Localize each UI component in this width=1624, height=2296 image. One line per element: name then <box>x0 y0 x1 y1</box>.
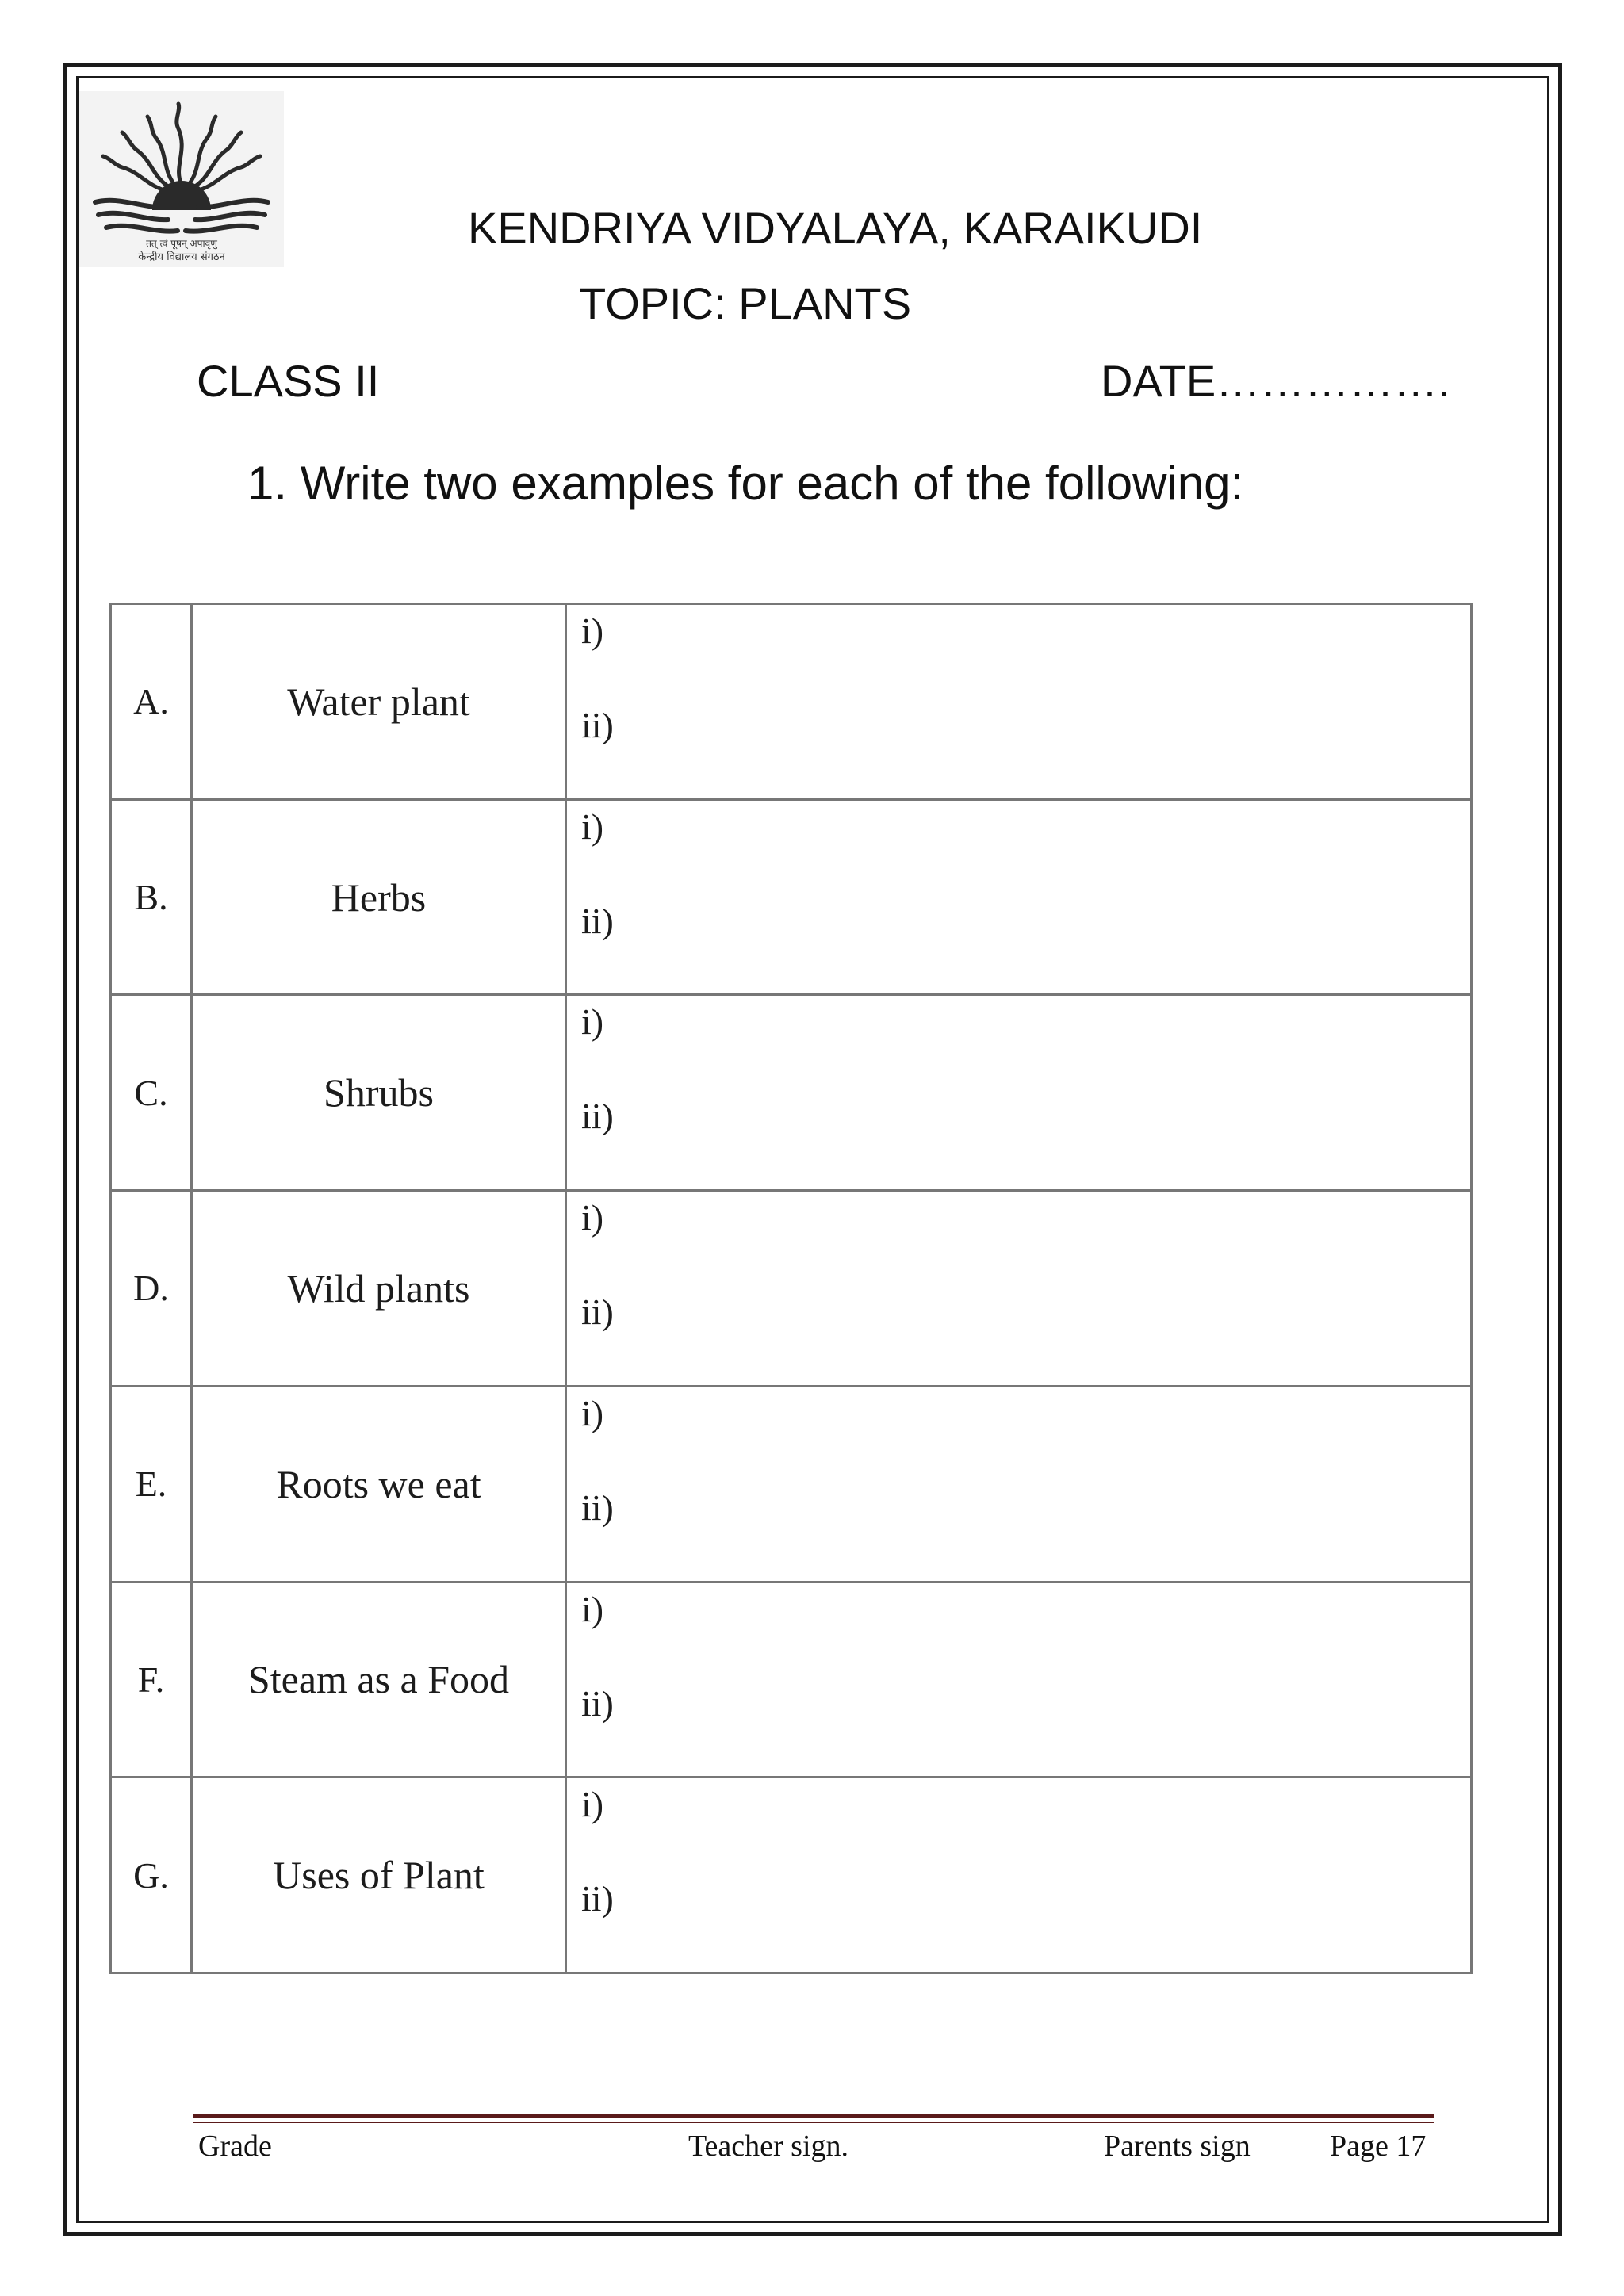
table-row <box>111 1582 1472 1777</box>
footer-grade: Grade <box>198 2130 272 2163</box>
row-category: Roots we eat <box>192 1386 566 1582</box>
row-letter: A. <box>111 604 192 800</box>
topic-title: TOPIC: PLANTS <box>579 278 912 328</box>
answer-label-ii: ii) <box>581 1487 614 1528</box>
answer-label-i: i) <box>581 1392 604 1433</box>
row-category: Steam as a Food <box>192 1582 566 1777</box>
table-row <box>111 1386 1472 1582</box>
answer-label-ii: ii) <box>581 1878 614 1919</box>
examples-table <box>109 603 1473 1974</box>
answer-cell[interactable] <box>566 1386 1472 1582</box>
row-category: Herbs <box>192 799 566 995</box>
answer-cell[interactable] <box>566 1582 1472 1777</box>
class-label: CLASS II <box>197 356 380 406</box>
answer-label-i: i) <box>581 610 604 651</box>
answer-label-i: i) <box>581 1784 604 1825</box>
row-letter: B. <box>111 799 192 995</box>
answer-cell[interactable] <box>566 1191 1472 1387</box>
answer-label-i: i) <box>581 806 604 847</box>
row-category: Wild plants <box>192 1191 566 1387</box>
row-letter: G. <box>111 1777 192 1973</box>
row-letter: C. <box>111 995 192 1191</box>
footer-rule-thin <box>193 2122 1434 2123</box>
table-row <box>111 995 1472 1191</box>
row-letter: F. <box>111 1582 192 1777</box>
date-field: DATE……………. <box>1101 356 1450 406</box>
answer-label-i: i) <box>581 1588 604 1629</box>
answer-label-ii: ii) <box>581 1096 614 1137</box>
answer-label-ii: ii) <box>581 705 614 745</box>
logo-org-name: केन्द्रीय विद्यालय संगठन <box>138 251 225 263</box>
row-letter: E. <box>111 1386 192 1582</box>
answer-label-i: i) <box>581 1001 604 1043</box>
answer-cell[interactable] <box>566 604 1472 800</box>
answer-label-ii: ii) <box>581 900 614 941</box>
school-name: KENDRIYA VIDYALAYA, KARAIKUDI <box>468 203 1203 253</box>
footer-rule <box>193 2114 1434 2118</box>
footer-teacher-sign: Teacher sign. <box>688 2130 849 2163</box>
kvs-logo <box>79 91 284 267</box>
page-number: Page 17 <box>1330 2130 1427 2163</box>
answer-label-ii: ii) <box>581 1682 614 1724</box>
row-letter: D. <box>111 1191 192 1387</box>
logo-motto: तत् त्वं पूषन् अपावृणु <box>146 238 217 249</box>
table-row <box>111 799 1472 995</box>
table-row <box>111 604 1472 800</box>
row-category: Shrubs <box>192 995 566 1191</box>
question-text: 1. Write two examples for each of the following: <box>247 457 1244 510</box>
table-row <box>111 1191 1472 1387</box>
answer-label-i: i) <box>581 1197 604 1238</box>
answer-cell[interactable] <box>566 995 1472 1191</box>
row-category: Water plant <box>192 604 566 800</box>
row-category: Uses of Plant <box>192 1777 566 1973</box>
answer-cell[interactable] <box>566 799 1472 995</box>
answer-label-ii: ii) <box>581 1292 614 1333</box>
answer-cell[interactable] <box>566 1777 1472 1973</box>
table-row <box>111 1777 1472 1973</box>
footer-parents-sign: Parents sign <box>1104 2130 1251 2163</box>
